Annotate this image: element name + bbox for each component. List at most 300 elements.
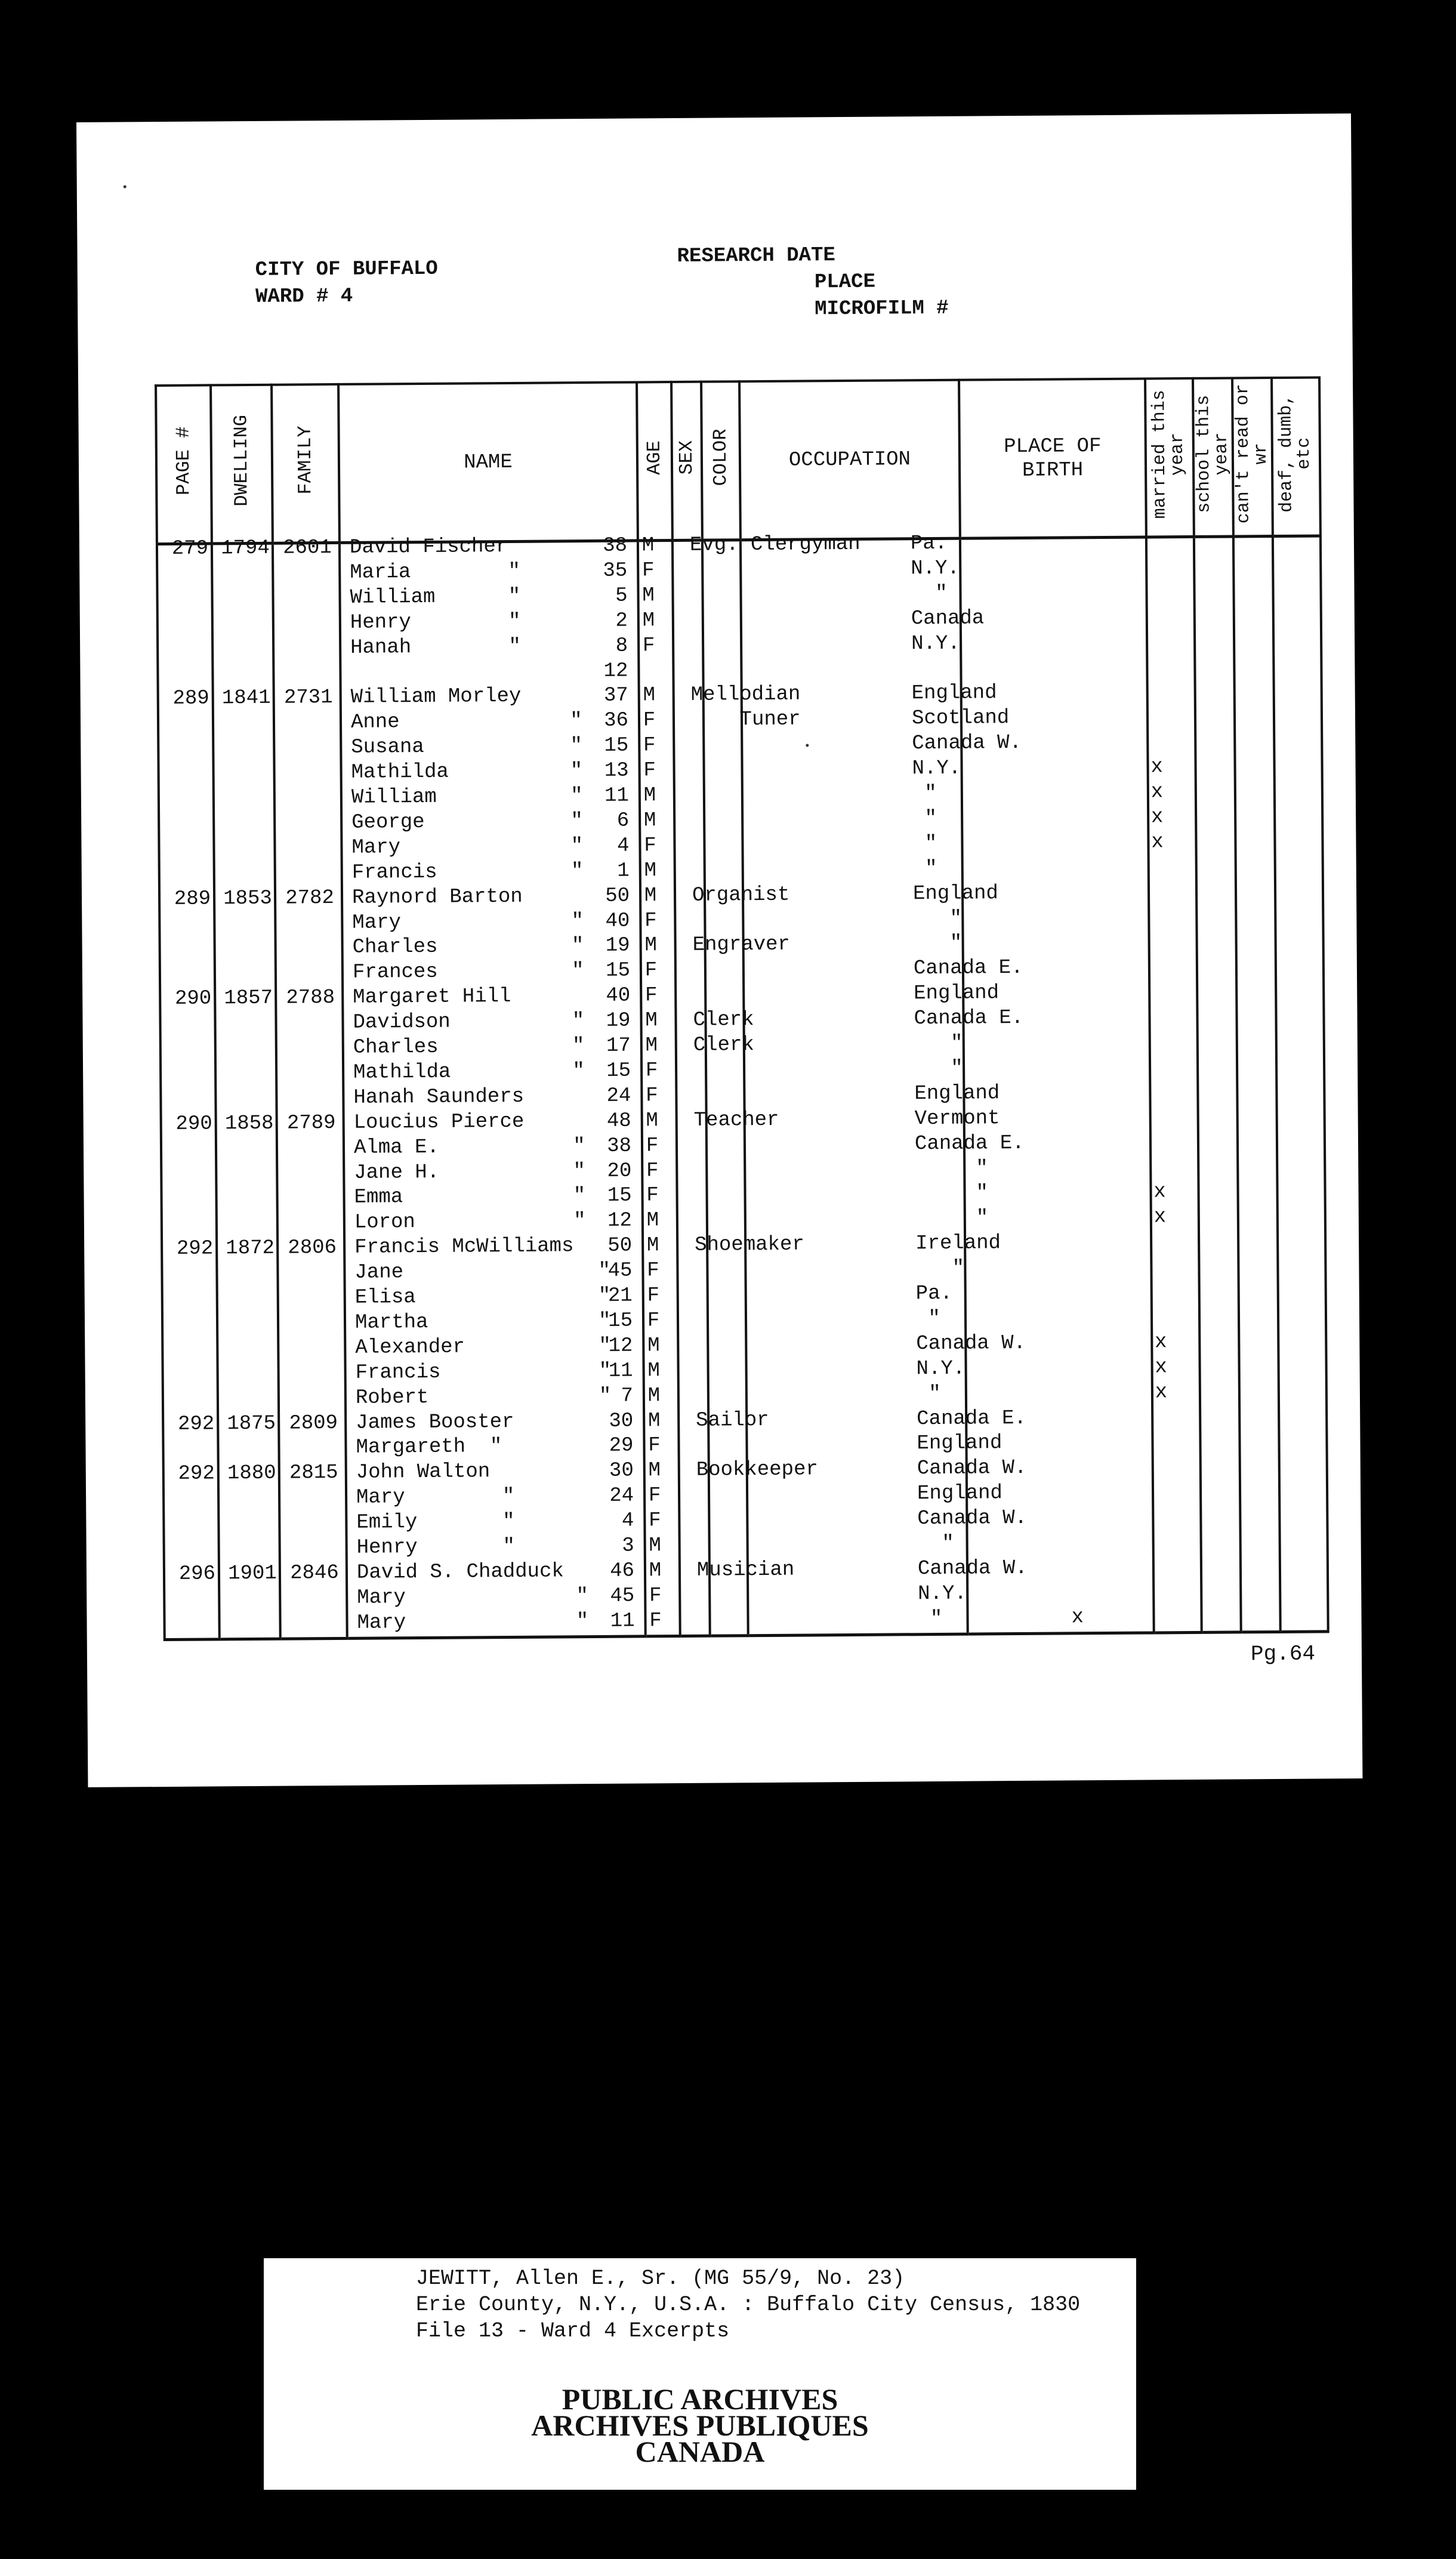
row-family-number [277,1010,344,1011]
row-name: Mathilda " [353,1059,585,1084]
place-label: PLACE [814,270,876,294]
row-dwelling-number [216,786,278,787]
row-name: Loron " [354,1210,586,1235]
row-family-number: 2806 [288,1237,337,1260]
row-age: 6 [616,809,630,833]
row-dwelling-number: 1901 [228,1562,277,1586]
row-dwelling-number [220,1311,282,1312]
row-page-number [160,1136,212,1137]
row-dwelling-number: 1794 [221,537,270,560]
row-age: 5 [615,584,628,608]
row-age: 37 [603,684,628,708]
row-age: 45 [607,1259,633,1282]
label-text [416,2265,1080,2344]
row-sex: M [646,1109,659,1133]
row-dwelling-number: 1880 [227,1462,276,1485]
row-name: Robert " [355,1385,612,1410]
row-age: 1 [617,859,630,883]
row-school-mark: x [1155,1380,1168,1404]
row-sex: F [647,1284,660,1308]
row-sex: M [646,1209,659,1232]
row-place-of-birth: " [918,1607,943,1630]
row-sex: M [643,784,656,807]
row-sex: F [649,1609,662,1633]
row-name: Anne " [350,710,582,735]
row-occupation: Evg. Clergyman [689,532,860,557]
row-place-of-birth: England [912,881,999,905]
row-name: William Morley [350,685,522,710]
row-place-of-birth: Canada W. [917,1457,1027,1481]
row-age: 11 [610,1610,635,1633]
col-read: can't read or wr [1232,378,1273,537]
row-family-number: 2846 [290,1561,339,1585]
row-page-number [159,1086,212,1087]
row-name: Francis " [355,1359,612,1385]
row-sex: F [648,1484,661,1507]
row-page-number [162,1436,214,1437]
row-family-number [276,810,343,811]
row-age: 20 [607,1160,632,1183]
row-age: 11 [608,1359,633,1383]
row-place-of-birth: " [911,582,948,606]
row-family-number [277,960,344,961]
row-sex: F [644,959,658,982]
row-sex: F [649,1584,662,1608]
row-place-of-birth: " [913,907,963,930]
speck [124,185,127,188]
row-family-number [279,1260,346,1261]
row-page-number [159,961,211,962]
row-family-number [275,710,342,711]
row-place-of-birth: Canada W. [917,1507,1028,1531]
row-age: 35 [603,559,628,582]
col-color: COLOR [701,381,741,540]
row-school-mark: x [1154,1331,1167,1354]
row-page-number [156,611,209,612]
row-family-number [274,560,341,561]
row-family-number: 2789 [286,1111,336,1135]
ward-label: WARD # 4 [255,285,353,309]
row-name: Henry " [350,610,521,634]
row-page-number: 289 [174,887,211,911]
archive-label-card [264,2258,1136,2490]
row-family-number [280,1435,347,1436]
row-age: 46 [610,1559,635,1583]
row-dwelling-number: 1857 [224,986,273,1010]
row-dwelling-number [216,811,278,812]
row-name: Alma E. " [353,1134,585,1160]
row-place-of-birth: Canada E. [913,957,1023,981]
row-family-number [277,1035,344,1036]
city-label: CITY OF BUFFALO [255,257,438,282]
row-age: 2 [615,609,628,633]
row-age: 30 [609,1410,634,1433]
row-place-of-birth: " [912,832,937,856]
row-page-number [163,1611,215,1612]
row-place-of-birth: N.Y. [911,632,960,655]
row-family-number [279,1285,346,1286]
row-family-number: 2809 [289,1411,338,1435]
row-school-mark: x [1151,831,1164,854]
row-name: Raynord Barton [351,885,523,909]
row-sex: F [641,559,655,582]
row-sex: F [643,734,656,757]
row-sex: M [644,934,657,957]
row-place-of-birth: Canada E. [917,1407,1026,1430]
row-sex: M [647,1409,661,1432]
row-age: 24 [609,1484,634,1508]
row-sex: F [646,1159,659,1182]
row-place-of-birth: England [911,682,997,705]
row-age: 8 [615,634,628,658]
row-occupation: Organist [692,883,790,907]
row-age: 29 [609,1434,634,1458]
col-age: AGE [637,382,673,541]
row-sex: M [647,1334,660,1358]
col-deaf: deaf, dumb, etc [1272,377,1321,536]
row-age: 12 [607,1209,633,1233]
row-place-of-birth: N.Y. [911,557,960,581]
microfilm-label: MICROFILM # [815,297,949,321]
row-age: 15 [604,734,629,758]
row-occupation: Tuner [690,708,801,732]
row-place-of-birth: England [917,1482,1003,1506]
row-page-number [158,786,210,787]
row-age: 24 [606,1084,631,1108]
row-age: 17 [606,1034,631,1057]
row-occupation: Shoemaker [695,1233,804,1257]
col-name: NAME [338,382,638,542]
row-name: Alexander " [355,1334,611,1359]
census-table [155,376,1327,1635]
row-place-of-birth: " [916,1382,941,1405]
row-name: Mary " [352,909,584,935]
row-school-mark: x [1155,1355,1167,1379]
row-name: David Fischer [349,535,508,559]
row-age: 12 [608,1334,633,1358]
row-place-of-birth: " [915,1257,965,1281]
row-place-of-birth: Canada E. [914,1131,1025,1155]
row-place-of-birth: N.Y. [912,757,961,781]
row-place-of-birth: " [915,1307,940,1331]
row-place-of-birth: England [914,1082,1000,1106]
row-sex: F [643,759,656,782]
row-name: Francis McWilliams [354,1235,574,1259]
row-name: Hanah Saunders [353,1085,525,1109]
row-age: 19 [606,1009,631,1032]
row-dwelling-number [218,1061,280,1062]
row-dwelling-number [214,561,276,562]
row-sex: F [649,1509,661,1533]
row-place-of-birth: Pa. [910,532,948,556]
row-page-number [161,1311,214,1312]
row-sex: M [647,1384,661,1407]
row-name: Loucius Pierce [353,1110,525,1134]
row-age: 21 [607,1284,633,1308]
stamp-line-2: ARCHIVES PUBLIQUES [531,2409,869,2442]
row-age: 40 [605,909,630,933]
row-page-number [159,1036,212,1037]
row-place-of-birth: " [913,932,963,955]
row-age: 4 [621,1509,634,1533]
label-line-2: Erie County, N.Y., U.S.A. : Buffalo City Census, 1830 [416,2293,1081,2317]
row-sex: F [644,984,658,1007]
row-family-number [276,910,343,911]
row-place-of-birth: " [914,1032,963,1056]
row-name: Mary " [356,1485,515,1509]
row-name: Martha " [354,1309,611,1334]
col-birth: PLACE OF BIRTH [959,379,1146,539]
row-family-number [280,1485,347,1486]
row-sex: M [644,884,657,907]
row-name: Susana " [351,735,583,759]
row-family-number: 2815 [289,1462,338,1485]
row-age: 15 [607,1184,632,1208]
row-page-number [158,836,210,837]
row-age: 3 [622,1534,634,1558]
row-page-number [157,736,209,737]
row-school-mark: x [1153,1205,1167,1229]
row-page-number [163,1536,215,1537]
row-dwelling-number [216,835,278,836]
row-name: Charles " [353,1035,585,1059]
row-name: Jane H. " [354,1160,586,1185]
row-place-of-birth: Canada W. [916,1331,1026,1356]
col-family: FAMILY [272,384,340,543]
row-place-of-birth: England [917,1432,1002,1456]
row-place-of-birth: Scotland [911,707,1010,730]
row-dwelling-number [220,1286,282,1287]
row-age: 15 [606,959,631,983]
row-sex: M [641,534,655,557]
row-family-number [277,935,344,936]
row-page-number: 292 [178,1462,215,1486]
row-sex: F [643,709,656,732]
row-place-of-birth: Pa. [915,1282,953,1306]
row-age: 11 [604,784,630,807]
row-page-number [163,1586,215,1587]
col-sex: SEX [671,382,702,541]
stamp-line-3: CANADA [635,2435,765,2468]
row-age: 15 [606,1059,631,1083]
row-occupation: Teacher [693,1108,779,1132]
row-age: 50 [607,1234,633,1258]
row-occupation: Musician [696,1558,795,1582]
col-school: school this year [1193,378,1233,537]
row-dwelling-number: 1875 [227,1412,276,1435]
row-name: Hanah " [350,635,521,659]
stamp-line-1: PUBLIC ARCHIVES [562,2382,838,2416]
research-date-label: RESEARCH DATE [677,244,835,268]
row-family-number [275,735,342,736]
row-family-number: 2788 [286,986,335,1010]
row-family-number: 2601 [283,537,332,560]
row-family-number [280,1385,347,1386]
row-name: Francis " [351,859,584,884]
row-place-of-birth: Canada W. [912,732,1022,756]
row-age: 19 [605,934,630,958]
row-page-number [160,1186,212,1187]
row-age: 30 [609,1459,634,1483]
row-place-of-birth: N.Y. [916,1357,965,1380]
page-number: Pg.64 [1250,1641,1316,1667]
row-page-number [159,936,211,937]
row-dwelling-number: 1853 [223,887,273,910]
row-age: 13 [604,759,629,782]
row-place-of-birth: " [912,782,937,806]
row-sex: M [646,1234,659,1257]
row-sex: F [647,1309,660,1333]
row-sex: M [649,1559,662,1583]
row-family-number [274,660,341,661]
row-dwelling-number [218,1036,280,1037]
row-place-of-birth: " [915,1182,989,1205]
row-name: Jane " [354,1259,611,1284]
col-dwelling: DWELLING [211,385,273,544]
row-sex: F [648,1434,661,1457]
row-name: James Booster [356,1410,514,1435]
row-name: Emma " [354,1185,586,1210]
row-family-number [277,1060,344,1061]
row-sex: M [642,609,655,633]
row-page-number [156,561,208,562]
row-occupation: Sailor [696,1408,769,1432]
row-name: Margaret Hill [353,985,511,1009]
row-place-of-birth: Ireland [915,1232,1001,1256]
row-page-number [161,1286,214,1287]
row-place-of-birth: Vermont [914,1106,1000,1130]
row-sex: M [642,584,655,608]
row-name: John Walton [356,1460,491,1485]
row-page-number [158,811,210,812]
row-sex: F [646,1184,659,1207]
row-dwelling-number [214,585,276,586]
stray-mark: x [1071,1606,1084,1629]
row-page-number [157,711,209,712]
row-sex: M [643,809,656,833]
row-dwelling-number: 1858 [224,1112,274,1135]
row-occupation: Engraver [692,933,791,957]
row-page-number: 296 [178,1562,216,1586]
row-school-mark: x [1150,806,1164,829]
row-name: George " [351,809,584,834]
row-name: Frances " [352,960,584,985]
row-place-of-birth: " [912,857,937,880]
row-page-number [158,861,211,862]
row-dwelling-number [217,1011,279,1012]
row-name: William " [351,785,583,809]
row-page-number [157,761,209,762]
row-family-number [278,1135,345,1136]
row-page-number [162,1386,214,1387]
row-page-number [159,1061,212,1062]
row-page-number: 279 [171,537,209,560]
header-left [255,256,439,311]
row-sex: M [643,684,656,707]
row-sex: F [647,1259,659,1282]
row-age: 45 [610,1584,635,1608]
label-line-1: JEWITT, Allen E., Sr. (MG 55/9, No. 23) [416,2267,905,2290]
row-page-number [156,586,208,587]
row-place-of-birth: " [914,1057,963,1081]
row-sex: F [645,1059,658,1083]
row-page-number: 290 [175,1112,212,1136]
row-page-number: 292 [177,1412,215,1436]
row-dwelling-number [219,1261,281,1262]
row-name: Margareth " [356,1435,502,1460]
row-page-number [161,1336,214,1337]
row-name: Emily " [356,1510,515,1534]
row-name: Charles " [352,935,584,960]
row-occupation: Mellodian [690,683,801,707]
row-sex: M [645,1009,658,1032]
row-sex: F [644,834,656,858]
row-page-number [156,661,209,662]
row-age: 15 [608,1309,633,1333]
row-place-of-birth: " [912,807,937,831]
row-age: 48 [606,1109,631,1133]
row-page-number [156,636,209,637]
row-sex: M [649,1534,662,1558]
row-sex: M [645,1034,658,1057]
col-occupation: OCCUPATION [739,380,960,540]
row-name: Mary " [357,1584,589,1610]
row-family-number [276,785,343,786]
label-line-3: File 13 - Ward 4 Excerpts [416,2319,730,2343]
row-page-number: 289 [172,687,209,711]
row-page-number [161,1211,213,1212]
row-place-of-birth: Canada [911,607,985,630]
row-age: 50 [605,884,630,908]
col-married: married this year [1145,378,1194,537]
row-name: David S. Chadduck [356,1560,564,1584]
row-dwelling-number [221,1486,283,1487]
census-document-page [76,113,1362,1787]
row-occupation: Clerk [693,1034,754,1057]
row-family-number: 2731 [283,686,333,710]
row-page-number [160,1161,212,1162]
row-age: 36 [604,709,629,733]
row-age: 4 [616,834,630,858]
col-page: PAGE # [156,385,212,544]
row-sex: M [647,1359,660,1383]
row-page-number [158,911,211,912]
row-family-number [274,585,341,586]
row-page-number [162,1361,214,1362]
row-school-mark: x [1153,1180,1166,1204]
row-place-of-birth: " [915,1157,988,1180]
row-name: Henry " [356,1535,516,1559]
row-dwelling-number: 1872 [226,1237,275,1260]
row-family-number [278,1160,345,1161]
row-name: Maria " [350,560,521,584]
row-sex: F [644,909,657,932]
row-place-of-birth: " [917,1532,955,1556]
archives-stamp [264,2382,1136,2468]
row-sex: F [642,634,655,657]
row-age: 38 [603,534,628,557]
row-family-number: 2782 [285,886,335,910]
row-school-mark: x [1150,781,1164,804]
row-sex: M [644,859,657,883]
row-place-of-birth: England [914,982,1000,1006]
row-sex: M [648,1459,661,1482]
row-place-of-birth: Canada W. [917,1556,1028,1581]
row-sex: F [646,1134,659,1157]
row-age: 38 [607,1134,632,1158]
row-name: Mary " [351,834,584,859]
row-name: Elisa " [354,1284,611,1309]
